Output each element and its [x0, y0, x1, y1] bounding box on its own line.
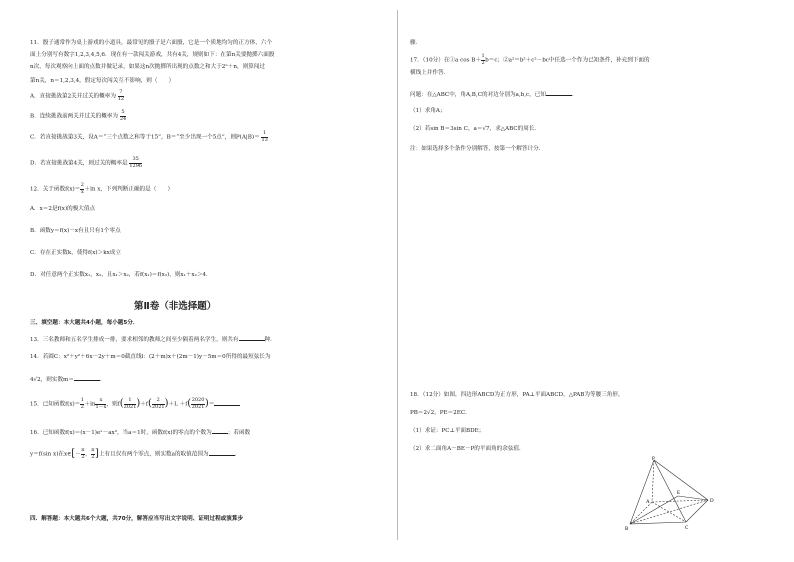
section4-heading: 四．解答题：本大题共6个大题，共70分，解答应当写出文字说明、证明过程或演算步: [30, 516, 244, 522]
edge-ad: [652, 500, 708, 502]
q12-option-c: C．存在正实数k，使得f(x)＞kx成立: [30, 250, 121, 256]
fraction: $\frac{1}{2}$: [80, 397, 84, 410]
q15: 15．已知函数f(x)＝ $\frac{1}{2}$ ＋ln $\frac{x}{1-x}$ ，则f( $\frac{1}{2021}$ )＋f( $\frac{2}{2021}$ )＋L ＋f( $\frac{2020}{2021}$ )＝: [30, 398, 240, 410]
fraction: $\frac{1}{2021}$: [123, 397, 137, 410]
q17-line2: 横线上并作答．: [410, 70, 450, 76]
fraction: $\frac{7}{12}$: [117, 89, 125, 102]
q17-part2: （2）若sin B＝3sin C，a＝√7，求△ABC的周长．: [410, 126, 541, 132]
q12-stem: 12．关于函数f(x)＝ $\frac{2}{x}$ ＋ln x，下列判断正确的是（ ）: [30, 182, 174, 195]
q18-line1: 18．（12分）如图，四边形ABCD为正方形，PA⊥平面ABCD，△PAB为等腰三角形，: [410, 392, 624, 398]
fraction: $\frac{1}{2}$: [481, 53, 485, 66]
q12-option-d: D．对任意两个正实数x₁，x₂，且x₁＞x₂，若f(x₁)＝f(x₂)，则x₁＋x₂＞4．: [30, 272, 212, 278]
answer-blank: [212, 428, 228, 434]
fraction: $\frac{2020}{2021}$: [191, 397, 205, 410]
q11-line4: 第n关，n＝1,2,3,4，假定每次闯关互不影响，则（ ）: [30, 78, 175, 84]
answer-blank: [214, 400, 240, 406]
q18-part2: （2）求二面角A－BE－P的平面角的余弦值．: [410, 446, 525, 452]
q11-option-d: D．若直接挑战第4关，则过关的概率是 $\frac{35}{1296}$: [30, 156, 143, 169]
q18-part1: （1）求证：PC⊥平面BDE；: [410, 428, 485, 434]
q16-line1: 16．已知函数f(x)＝(x－1)eˣ－ax²，当a＝1时，函数f(x)的零点的个数为 ；若函数: [30, 430, 251, 436]
q17-line1: 17．（10分）在①a cos B＋ $\frac{1}{2}$ b＝c；②a²＝b²＋c²－bc中任选一个作为已知条件，补充到下面的: [410, 53, 650, 66]
q11-option-b: B．连续挑战前两关并过关的概率为 $\frac{5}{24}$: [30, 109, 127, 122]
fraction: $\frac{\pi}{2}$: [91, 447, 95, 460]
section4-tail: 骤．: [410, 40, 422, 46]
edge-pb: [630, 460, 654, 524]
fraction: $\frac{1}{13}$: [261, 130, 268, 143]
q17-note: 注：如果选择多个条件分别解答，按第一个解答计分．: [410, 146, 545, 152]
fraction: $\frac{2}{x}$: [80, 182, 84, 195]
q16-line2: y＝f(sin x)在x∈[－ $\frac{\pi}{2}$ ， $\frac{\pi}{2}$ ]上有且仅有两个零点，则实数a的取值范围为 ．: [30, 447, 241, 460]
q14-line1: 14．若圆C：x²＋y²＋6x－2y＋m＝0截直线l：(2＋m)x＋(2m－1)y－5m＝0所得的最短弦长为: [30, 354, 271, 360]
q17-part1: （1）求角A；: [410, 108, 446, 114]
part2-title: 第Ⅱ卷（非选择题）: [134, 301, 217, 312]
label-b: B: [625, 527, 629, 532]
q11-line3: n次，每次观察向上面的点数并做记录，如果这n次抛掷所出现的点数之和大于2ⁿ＋n，则算闯过: [30, 64, 265, 70]
edge-be: [630, 496, 678, 524]
q11-option-c: C．若直接挑战第3关，设A＝“三个点数之和等于15”，B＝“至少出现一个5点”，则P(A|B)＝ $\frac{1}{13}$: [30, 130, 268, 143]
q12-option-b: B．函数y＝f(x)－x有且只有1个零点: [30, 228, 121, 234]
q18-line2: PB＝2√2，PE＝2EC．: [410, 410, 471, 416]
q14-line2: 4√2，则实数m＝ ．: [30, 377, 106, 383]
edge-pd: [654, 460, 708, 500]
answer-blank: [74, 375, 100, 381]
fraction: $\frac{x}{1-x}$: [95, 397, 107, 410]
answer-blank: [239, 335, 265, 341]
fraction: $\frac{35}{1296}$: [129, 156, 143, 169]
q11-line1: 11．骰子通常作为桌上游戏的小道具，最常见的骰子是六面骰，它是一个质地均匀的正方体，六个: [30, 40, 273, 46]
q11-line2: 面上分别写有数字1,2,3,4,5,6．现在有一款闯关游戏，共有4关，规则如下：在第n关要抛掷六面骰: [30, 52, 275, 58]
answer-blank: [546, 90, 572, 96]
label-d: D: [710, 499, 714, 504]
column-divider: [397, 10, 398, 540]
fraction: $\frac{5}{24}$: [119, 109, 127, 122]
label-p: P: [652, 457, 655, 462]
edge-pa: [652, 460, 654, 502]
label-e: E: [677, 491, 681, 496]
q17-line3: 问题：在△ABC中，角A,B,C的对边分别为a,b,c，已知 ．: [410, 92, 578, 98]
fraction: $\frac{2}{2021}$: [151, 397, 165, 410]
label-c: C: [685, 526, 689, 531]
edge-bc: [630, 522, 686, 524]
q11-option-a: A．直接挑战第2关并过关的概率为 $\frac{7}{12}$: [30, 89, 125, 102]
pyramid-figure: [624, 456, 716, 532]
answer-blank: [209, 450, 235, 456]
label-a: A: [646, 500, 650, 505]
q12-option-a: A．x＝2是f(x)的极大值点: [30, 206, 96, 212]
section3-heading: 三、填空题：本大题共4小题，每小题5分．: [30, 320, 139, 326]
q13: 13．三名教师和五名学生排成一排，要求相邻的教师之间至少隔着两名学生，则共有 种．: [30, 337, 276, 343]
edge-pc: [654, 460, 686, 522]
fraction: $\frac{\pi}{2}$: [81, 447, 85, 460]
